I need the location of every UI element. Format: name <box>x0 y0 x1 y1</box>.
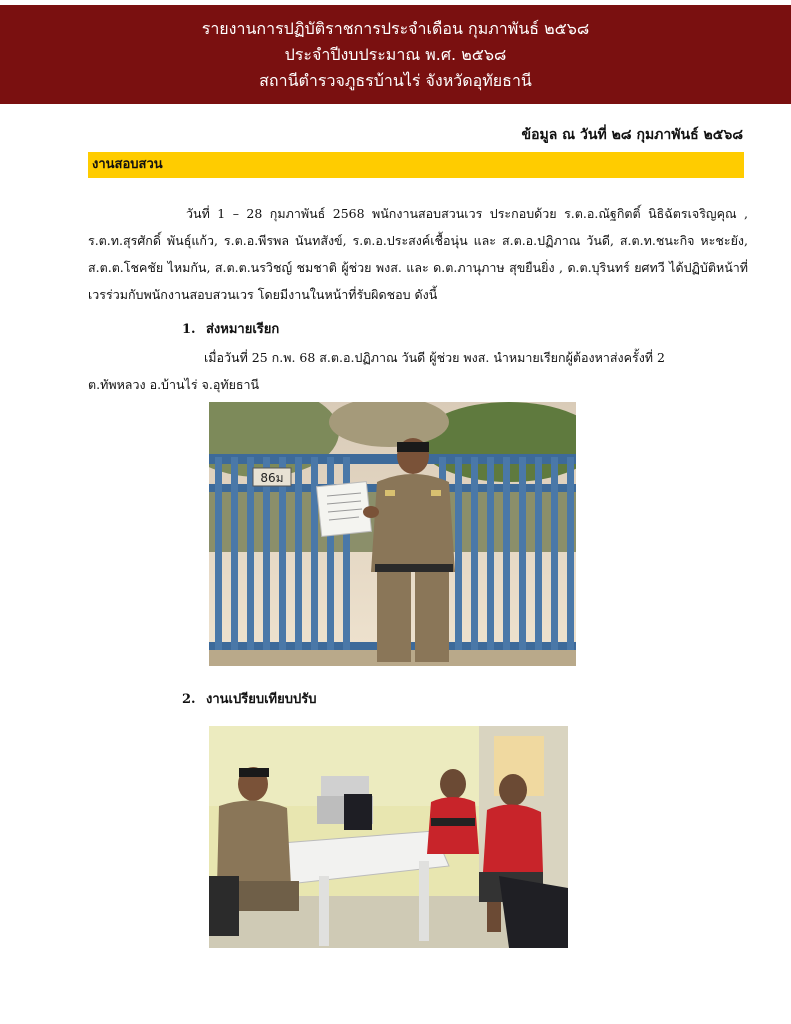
item-2-title: งานเปรียบเทียบปรับ <box>206 692 317 707</box>
item-1-body-text: เมื่อวันที่ 25 ก.พ. 68 ส.ต.อ.ปฏิภาณ วันดี ผู้ช่วย พงส. นำหมายเรียกผู้ต้องหาส่งครั้งที่ 2 <box>204 350 665 365</box>
section-title-bar <box>88 152 744 178</box>
header-title-line2: ประจำปีงบประมาณ พ.ศ. ๒๕๖๘ <box>284 44 507 64</box>
item-1-title: ส่งหมายเรียก <box>206 322 280 337</box>
data-as-of-date: ข้อมูล ณ วันที่ ๒๘ กุมภาพันธ์ ๒๕๖๘ <box>521 127 743 143</box>
gate-number-sign: 86ม <box>260 471 284 485</box>
section-title: งานสอบสวน <box>92 157 163 172</box>
photo-summons-delivery-image <box>209 402 576 666</box>
item-1-heading <box>182 318 279 339</box>
section-paragraph <box>88 200 748 308</box>
item-1-number: 1. <box>182 322 196 337</box>
item-2-number: 2. <box>182 692 196 707</box>
photo-summons-delivery <box>209 402 576 666</box>
header-title-line1: รายงานการปฏิบัติราชการประจำเดือน กุมภาพันธ์ ๒๕๖๘ <box>201 18 590 38</box>
item-1-body-text-line2: ต.ทัพหลวง อ.บ้านไร่ จ.อุทัยธานี <box>88 377 260 392</box>
header-title-line3: สถานีตำรวจภูธรบ้านไร่ จังหวัดอุทัยธานี <box>259 70 532 90</box>
photo-fine-settlement-image <box>209 726 568 948</box>
photo-fine-settlement <box>209 726 568 948</box>
section-paragraph-text: วันที่ 1 – 28 กุมภาพันธ์ 2568 พนักงานสอบสวนเวร ประกอบด้วย ร.ต.อ.ณัฐกิตติ์ นิธิฉัตรเจริญคุณ , ร.ต.ท.สุรศักดิ์ พันธุ์แก้ว, ร.ต.อ.พีรพล นันทสังข์, ร.ต.อ.ประสงค์เชื้อนุ่น และ ส.ต.อ.ปฏิภาณ วันดี, ส.ต.ท.ชนะกิจ หะชะยัง, ส.ต.ต.โชคชัย ไหมกัน, ส.ต.ต.นรวิชญ์ ชมชาติ ผู้ช่วย พงส. และ ด.ต.ภานุภาษ สุขยืนยิ่ง , ด.ต.บุรินทร์ ยศทวี ได้ปฏิบัติหน้าที่เวรร่วมกับพนักงานสอบสวนเวร โดยมีงานในหน้าที่รับผิดชอบ ดังนี้ <box>88 206 748 302</box>
item-2-heading <box>182 688 316 709</box>
report-header <box>0 5 791 104</box>
item-1-body <box>88 344 748 398</box>
